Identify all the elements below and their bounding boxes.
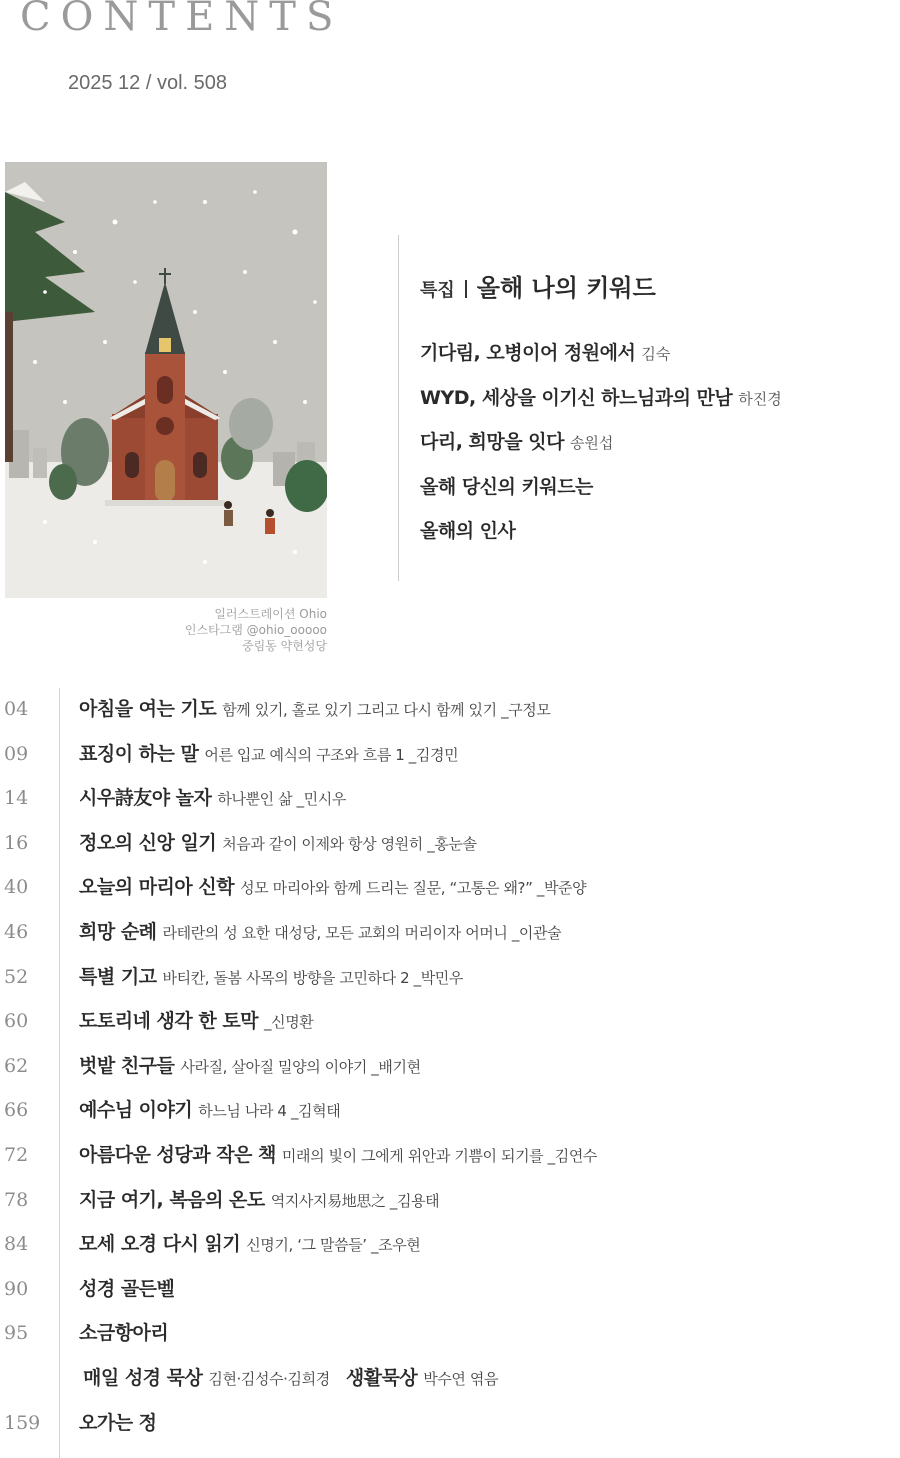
feature-item[interactable] xyxy=(420,516,782,561)
toc-row[interactable] xyxy=(0,828,900,873)
feature-separator xyxy=(465,280,467,298)
feature-item-title: 올해의 인사 xyxy=(420,520,515,542)
feature-item-title: 올해 당신의 키워드는 xyxy=(420,476,593,498)
feature-list xyxy=(420,338,782,561)
toc-page-number: 84 xyxy=(4,1233,44,1255)
toc-subtitle: 김현·김성수·김희경 xyxy=(208,1370,329,1388)
toc-row[interactable] xyxy=(0,739,900,784)
feature-heading xyxy=(420,268,656,303)
toc-title: 오가는 정 xyxy=(79,1412,157,1434)
feature-item[interactable] xyxy=(420,472,782,517)
toc-subtitle: 사라질, 살아질 밀양의 이야기 _배기현 xyxy=(180,1058,420,1076)
toc-title: 도토리네 생각 한 토막 xyxy=(79,1010,258,1032)
credit-line: 일러스트레이션 Ohio xyxy=(185,606,327,622)
toc-page-number: 95 xyxy=(4,1322,44,1344)
toc-title: 예수님 이야기 xyxy=(79,1099,192,1121)
table-of-contents xyxy=(0,694,900,1452)
toc-title: 특별 기고 xyxy=(79,966,157,988)
toc-page-number: 66 xyxy=(4,1099,44,1121)
toc-row[interactable] xyxy=(0,1229,900,1274)
toc-page-number: 14 xyxy=(4,787,44,809)
toc-title: 희망 순례 xyxy=(79,921,157,943)
toc-title: 벗밭 친구들 xyxy=(79,1055,174,1077)
toc-subtitle-secondary: 박수연 엮음 xyxy=(423,1370,498,1388)
feature-title: 올해 나의 키워드 xyxy=(477,274,656,302)
toc-title: 지금 여기, 복음의 온도 xyxy=(79,1189,265,1211)
toc-subtitle: 신명기, ‘그 말씀들’ _조우현 xyxy=(246,1236,420,1254)
feature-item[interactable] xyxy=(420,427,782,472)
feature-item-title: 다리, 희망을 잇다 xyxy=(420,431,564,453)
toc-page-number: 52 xyxy=(4,966,44,988)
toc-subtitle: 성모 마리아와 함께 드리는 질문, “고통은 왜?” _박준양 xyxy=(240,879,586,897)
feature-item-title: WYD, 세상을 이기신 하느님과의 만남 xyxy=(420,387,732,409)
toc-title: 시우詩友야 놀자 xyxy=(79,787,211,809)
feature-item-author: 김숙 xyxy=(641,345,670,363)
toc-row[interactable] xyxy=(0,694,900,739)
feature-item-author: 송원섭 xyxy=(570,434,613,452)
toc-row[interactable] xyxy=(0,962,900,1007)
toc-subtitle: 라테란의 성 요한 대성당, 모든 교회의 머리이자 어머니 _이관술 xyxy=(163,924,562,942)
feature-item-author: 하진경 xyxy=(738,390,781,408)
toc-row[interactable] xyxy=(0,872,900,917)
credit-line: 인스타그램 @ohio_ooooo xyxy=(185,622,327,638)
toc-subtitle: 바티칸, 돌봄 사목의 방향을 고민하다 2 _박민우 xyxy=(163,969,463,987)
toc-page-number: 40 xyxy=(4,876,44,898)
toc-row[interactable] xyxy=(0,1006,900,1051)
toc-subtitle: _신명환 xyxy=(264,1013,313,1031)
toc-page-number: 78 xyxy=(4,1189,44,1211)
cover-illustration xyxy=(5,162,327,598)
toc-subtitle: 하느님 나라 4 _김혁태 xyxy=(198,1102,340,1120)
toc-page-number: 09 xyxy=(4,743,44,765)
toc-row[interactable] xyxy=(0,1363,900,1408)
toc-page-number: 72 xyxy=(4,1144,44,1166)
toc-title: 오늘의 마리아 신학 xyxy=(79,876,234,898)
toc-row[interactable] xyxy=(0,1095,900,1140)
toc-title: 소금항아리 xyxy=(79,1322,168,1344)
toc-title: 성경 골든벨 xyxy=(79,1278,174,1300)
toc-subtitle: 함께 있기, 홀로 있기 그리고 다시 함께 있기 _구정모 xyxy=(222,701,550,719)
toc-subtitle: 미래의 빛이 그에게 위안과 기쁨이 되기를 _김연수 xyxy=(282,1147,597,1165)
credit-line: 중림동 약현성당 xyxy=(185,638,327,654)
cover-credit xyxy=(185,606,327,654)
toc-row[interactable] xyxy=(0,1274,900,1319)
toc-title: 모세 오경 다시 읽기 xyxy=(79,1233,240,1255)
toc-row[interactable] xyxy=(0,1185,900,1230)
toc-title: 표징이 하는 말 xyxy=(79,743,198,765)
toc-title: 아침을 여는 기도 xyxy=(79,698,216,720)
toc-row[interactable] xyxy=(0,1051,900,1096)
feature-divider xyxy=(398,235,399,581)
toc-subtitle: 역지사지易地思之 _김용태 xyxy=(271,1192,440,1210)
toc-title: 매일 성경 묵상 xyxy=(83,1367,202,1389)
toc-subtitle: 어른 입교 예식의 구조와 흐름 1 _김경민 xyxy=(204,746,458,764)
toc-row[interactable] xyxy=(0,1318,900,1363)
feature-item[interactable] xyxy=(420,338,782,383)
toc-title: 아름다운 성당과 작은 책 xyxy=(79,1144,276,1166)
masthead: CONTENTS xyxy=(20,0,343,40)
toc-page-number: 62 xyxy=(4,1055,44,1077)
toc-page-number: 60 xyxy=(4,1010,44,1032)
toc-row[interactable] xyxy=(0,783,900,828)
toc-row[interactable] xyxy=(0,917,900,962)
toc-page-number: 04 xyxy=(4,698,44,720)
toc-row[interactable] xyxy=(0,1140,900,1185)
feature-item-title: 기다림, 오병이어 정원에서 xyxy=(420,342,635,364)
toc-page-number: 16 xyxy=(4,832,44,854)
toc-title-secondary: 생활묵상 xyxy=(346,1367,417,1389)
toc-subtitle: 하나뿐인 삶 _민시우 xyxy=(217,790,346,808)
toc-page-number: 90 xyxy=(4,1278,44,1300)
issue-number: 2025 12 / vol. 508 xyxy=(68,72,227,95)
feature-tag: 특집 xyxy=(420,280,455,301)
toc-row[interactable] xyxy=(0,1408,900,1453)
toc-page-number: 46 xyxy=(4,921,44,943)
toc-subtitle: 처음과 같이 이제와 항상 영원히 _홍눈솔 xyxy=(222,835,476,853)
feature-item[interactable] xyxy=(420,383,782,428)
toc-page-number: 159 xyxy=(4,1412,44,1434)
toc-title: 정오의 신앙 일기 xyxy=(79,832,216,854)
